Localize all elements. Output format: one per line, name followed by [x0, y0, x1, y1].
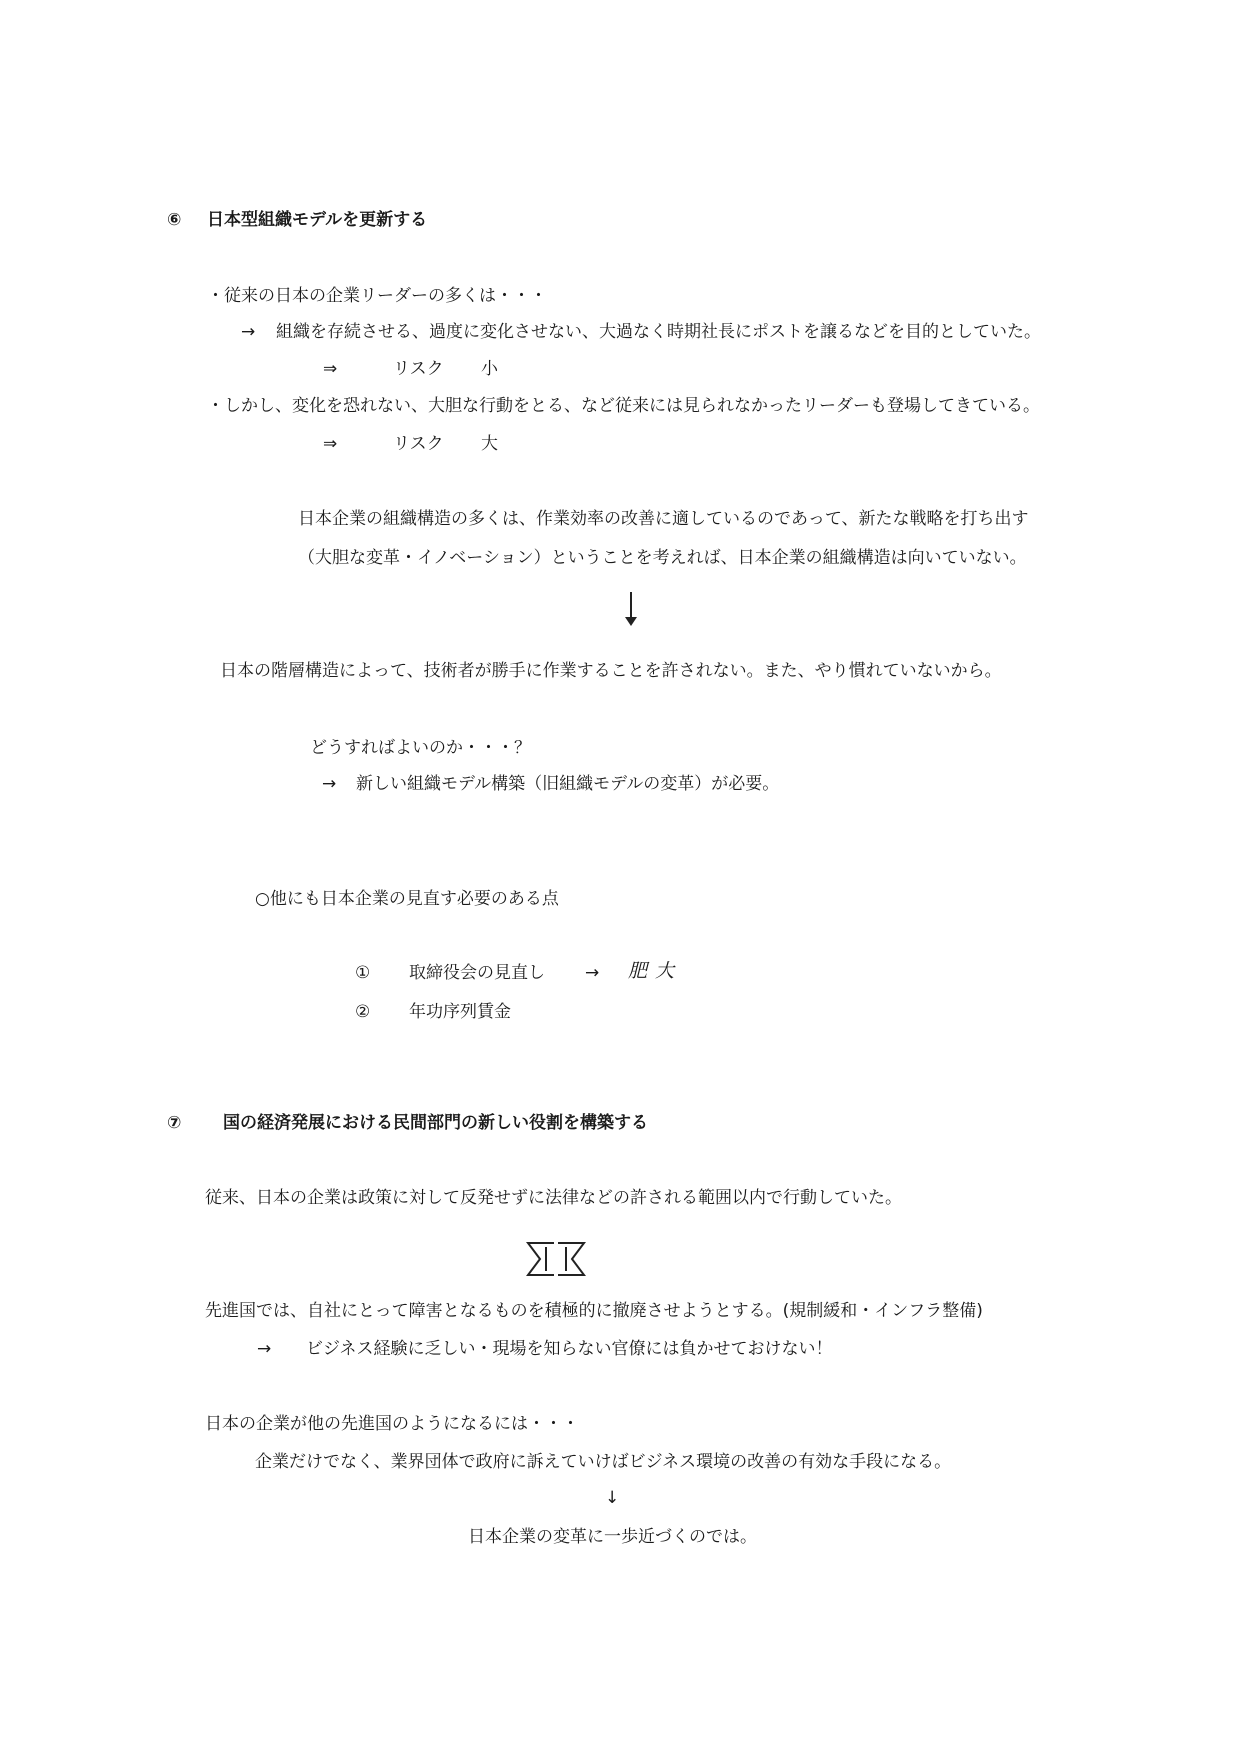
section6-reason: 日本の階層構造によって、技術者が勝手に作業することを許されない。また、やり慣れていないから。	[220, 661, 1002, 681]
item2-number: ②	[355, 1002, 371, 1022]
section6-answer: 新しい組織モデル構築（旧組織モデルの変革）が必要。	[356, 774, 780, 794]
risk2-value: 大	[481, 434, 498, 454]
section7-title: 国の経済発展における民間部門の新しい役割を構築する	[223, 1113, 648, 1133]
risk1-label: リスク	[393, 359, 444, 379]
section7-line2: 先進国では、自社にとって障害となるものを積極的に撤廃させようとする。(規制緩和・インフラ整備)	[205, 1301, 983, 1321]
section6-answer-arrow: →	[322, 774, 337, 794]
section6-bullet1-detail: 組織を存続させる、過度に変化させない、大過なく時期社長にポストを譲るなどを目的としていた。	[276, 322, 1041, 342]
section6-bullet2: ・しかし、変化を恐れない、大胆な行動をとる、など従来には見られなかったリーダーも登場してきている。	[207, 396, 1040, 416]
risk2-label: リスク	[393, 434, 444, 454]
item1-arrow: →	[585, 963, 600, 983]
item1-note: 肥大	[628, 960, 683, 982]
section6-paragraph-line2: （大胆な変革・イノベーション）ということを考えれば、日本企業の組織構造は向いていない。	[298, 548, 1027, 568]
section7-line5: 企業だけでなく、業界団体で政府に訴えていけばビジネス環境の改善の有効な手段になる。	[255, 1452, 952, 1472]
risk1-arrow: ⇒	[323, 359, 338, 379]
section6-bullet1-arrow: →	[241, 322, 256, 342]
down-arrow-icon	[630, 592, 632, 624]
item2-label: 年功序列賃金	[409, 1002, 511, 1022]
risk2-arrow: ⇒	[323, 434, 338, 454]
section7-line3-arrow: →	[257, 1339, 272, 1359]
item1-number: ①	[355, 963, 371, 983]
contrast-arrows-icon	[524, 1240, 588, 1278]
small-down-arrow-icon: ↓	[605, 1488, 620, 1508]
section6-paragraph-line1: 日本企業の組織構造の多くは、作業効率の改善に適しているのであって、新たな戦略を打ち出す	[298, 509, 1029, 529]
section7-line3: ビジネス経験に乏しい・現場を知らない官僚には負かせておけない！	[306, 1339, 833, 1359]
section6-title: 日本型組織モデルを更新する	[207, 210, 428, 230]
other-points-heading: ○他にも日本企業の見直す必要のある点	[255, 889, 559, 909]
section7-line1: 従来、日本の企業は政策に対して反発せずに法律などの許される範囲以内で行動していた。	[205, 1188, 902, 1208]
item1-label: 取締役会の見直し	[409, 963, 545, 983]
section6-bullet1: ・従来の日本の企業リーダーの多くは・・・	[207, 286, 547, 306]
section7-conclusion: 日本企業の変革に一歩近づくのでは。	[468, 1527, 757, 1547]
section6-number: ⑥	[167, 210, 182, 230]
section7-number: ⑦	[167, 1113, 182, 1133]
section7-line4: 日本の企業が他の先進国のようになるには・・・	[205, 1414, 579, 1434]
section6-question: どうすればよいのか・・・？	[310, 738, 531, 758]
risk1-value: 小	[481, 359, 498, 379]
